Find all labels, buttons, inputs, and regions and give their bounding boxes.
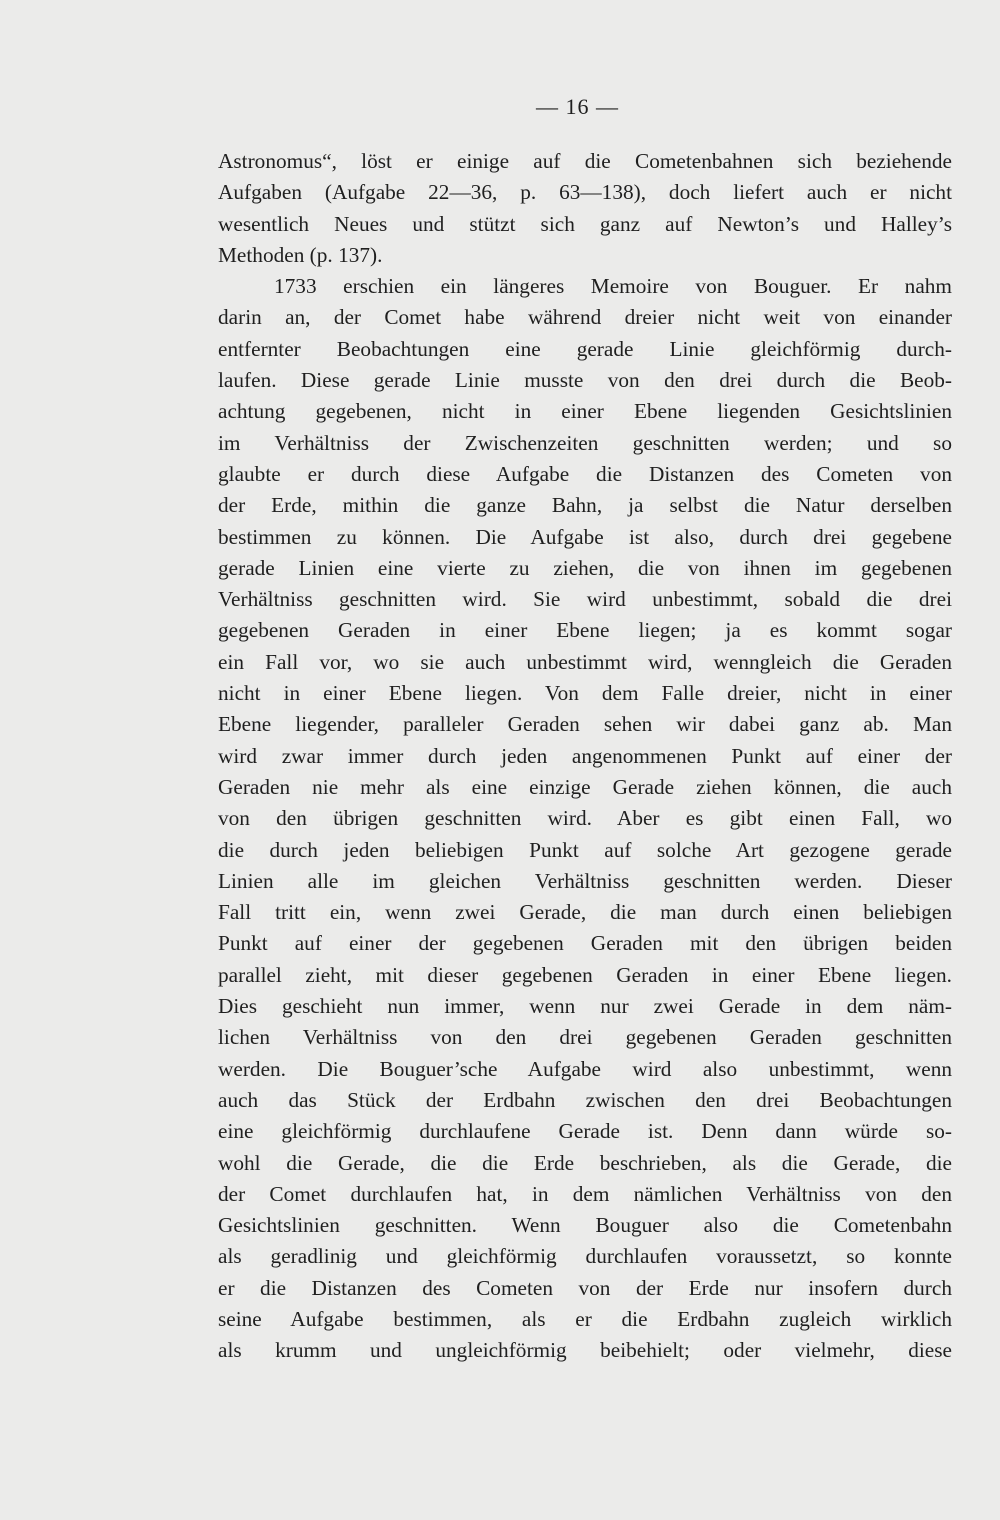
text-line: Astronomus“, löst er einige auf die Cometenbahnen sich beziehende: [218, 149, 952, 173]
text-line: als krumm und ungleichförmig beibehielt; oder vielmehr, diese: [218, 1338, 952, 1363]
text-line: laufen. Diese gerade Linie musste von den drei durch die Beob-: [218, 368, 952, 393]
text-line: Geraden nie mehr als eine einzige Gerade ziehen können, die auch: [218, 774, 952, 799]
text-line: nicht in einer Ebene liegen. Von dem Falle dreier, nicht in einer: [218, 681, 952, 706]
text-line: eine gleichförmig durchlaufene Gerade ist. Denn dann würde so-: [218, 1119, 952, 1144]
text-line: Punkt auf einer der gegebenen Geraden mit den übrigen beiden: [218, 931, 952, 956]
text-line: Gesichtslinien geschnitten. Wenn Bouguer also die Cometenbahn: [218, 1213, 952, 1238]
text-line: Fall tritt ein, wenn zwei Gerade, die man durch einen beliebigen: [218, 900, 952, 925]
text-line: gegebenen Geraden in einer Ebene liegen; ja es kommt sogar: [218, 618, 952, 643]
text-line: Ebene liegender, paralleler Geraden sehen wir dabei ganz ab. Man: [218, 712, 952, 737]
text-line: wird zwar immer durch jeden angenommenen Punkt auf einer der: [218, 743, 952, 768]
text-line: Dies geschieht nun immer, wenn nur zwei Gerade in dem näm-: [218, 994, 952, 1019]
text-line: die durch jeden beliebigen Punkt auf solche Art gezogene gerade: [218, 837, 952, 862]
text-line: entfernter Beobachtungen eine gerade Linie gleichförmig durch-: [218, 336, 952, 361]
text-line: von den übrigen geschnitten wird. Aber es gibt einen Fall, wo: [218, 806, 952, 831]
text-line: er die Distanzen des Cometen von der Erde nur insofern durch: [218, 1275, 952, 1300]
text-line: Aufgaben (Aufgabe 22—36, p. 63—138), doch liefert auch er nicht: [218, 180, 952, 205]
page-number: — 16 —: [536, 94, 619, 119]
text-line: Verhältniss geschnitten wird. Sie wird unbestimmt, sobald die drei: [218, 587, 952, 612]
text-line: im Verhältniss der Zwischenzeiten geschnitten werden; und so: [218, 430, 952, 455]
text-line: Linien alle im gleichen Verhältniss geschnitten werden. Dieser: [218, 868, 952, 893]
text-line: wohl die Gerade, die die Erde beschrieben, als die Gerade, die: [218, 1150, 952, 1175]
text-line: auch das Stück der Erdbahn zwischen den drei Beobachtungen: [218, 1087, 952, 1112]
text-line: der Erde, mithin die ganze Bahn, ja selbst die Natur derselben: [218, 493, 952, 518]
body-text: [218, 146, 952, 1367]
text-line: Methoden (p. 137).: [218, 242, 383, 267]
text-line: bestimmen zu können. Die Aufgabe ist also, durch drei gegebene: [218, 524, 952, 549]
text-line: lichen Verhältniss von den drei gegebenen Geraden geschnitten: [218, 1025, 952, 1050]
text-line: seine Aufgabe bestimmen, als er die Erdbahn zugleich wirklich: [218, 1306, 952, 1331]
text-line: gerade Linien eine vierte zu ziehen, die von ihnen im gegebenen: [218, 555, 952, 580]
text-line: werden. Die Bouguer’sche Aufgabe wird also unbestimmt, wenn: [218, 1056, 952, 1081]
text-line: wesentlich Neues und stützt sich ganz auf Newton’s und Halley’s: [218, 211, 952, 236]
text-line: 1733 erschien ein längeres Memoire von Bouguer. Er nahm: [274, 274, 952, 299]
text-line: achtung gegebenen, nicht in einer Ebene liegenden Gesichtslinien: [218, 399, 952, 424]
text-line: parallel zieht, mit dieser gegebenen Geraden in einer Ebene liegen.: [218, 962, 952, 987]
text-line: der Comet durchlaufen hat, in dem nämlichen Verhältniss von den: [218, 1181, 952, 1206]
text-line: als geradlinig und gleichförmig durchlaufen voraussetzt, so konnte: [218, 1244, 952, 1269]
text-line: glaubte er durch diese Aufgabe die Distanzen des Cometen von: [218, 461, 952, 486]
text-line: ein Fall vor, wo sie auch unbestimmt wird, wenngleich die Geraden: [218, 649, 952, 674]
text-line: darin an, der Comet habe während dreier nicht weit von einander: [218, 305, 952, 330]
